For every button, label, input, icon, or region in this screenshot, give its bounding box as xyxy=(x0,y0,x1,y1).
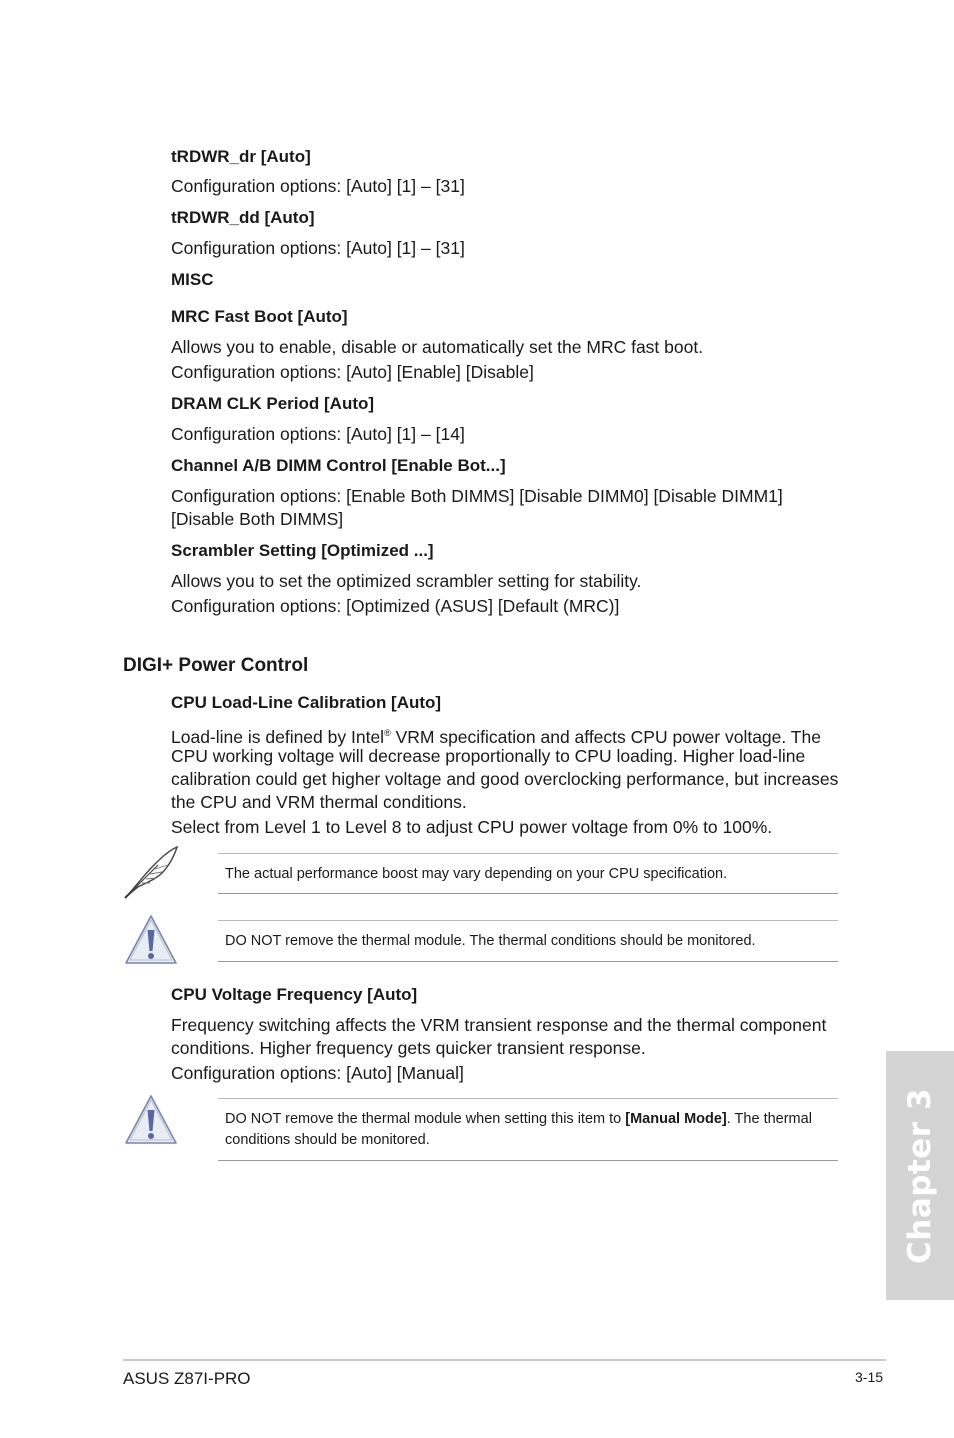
item-title-trdwr-dd: tRDWR_dd [Auto] xyxy=(171,208,315,227)
warning-text-bold: [Manual Mode] xyxy=(625,1111,727,1127)
llc-desc-line-5: Select from Level 1 to Level 8 to adjust CPU power voltage from 0% to 100%. xyxy=(171,817,773,837)
item-title-trdwr-dr: tRDWR_dr [Auto] xyxy=(171,147,311,166)
warning-icon xyxy=(124,913,178,967)
quill-icon xyxy=(122,843,180,901)
warning-box xyxy=(218,920,838,962)
warning-text-line-2: conditions should be monitored. xyxy=(225,1132,430,1148)
warning-text-line-1 xyxy=(225,1109,812,1130)
warning-text-post: . The thermal xyxy=(726,1111,812,1127)
item-title-cpu-voltage-frequency: CPU Voltage Frequency [Auto] xyxy=(171,985,418,1004)
freq-desc-line-1: Frequency switching affects the VRM transient response and the thermal component xyxy=(171,1015,827,1035)
item-options-dram-clk-period: Configuration options: [Auto] [1] – [14] xyxy=(171,424,465,444)
footer-page-number: 3-15 xyxy=(855,1369,884,1385)
item-desc-mrc-fast-boot: Allows you to enable, disable or automatically set the MRC fast boot. xyxy=(171,337,704,357)
item-options-scrambler: Configuration options: [Optimized (ASUS] [Default (MRC)] xyxy=(171,596,620,616)
misc-heading: MISC xyxy=(171,270,214,289)
item-options-mrc-fast-boot: Configuration options: [Auto] [Enable] [Disable] xyxy=(171,362,534,382)
llc-desc-line-2: CPU working voltage will decrease proportionally to CPU loading. Higher load-line xyxy=(171,746,806,766)
item-title-dram-clk-period: DRAM CLK Period [Auto] xyxy=(171,394,375,413)
item-options-trdwr-dr: Configuration options: [Auto] [1] – [31] xyxy=(171,176,465,196)
note-box xyxy=(218,853,838,894)
registered-mark: ® xyxy=(384,728,391,738)
freq-options: Configuration options: [Auto] [Manual] xyxy=(171,1063,464,1083)
warning-box xyxy=(218,1098,838,1161)
footer-divider xyxy=(123,1359,886,1361)
item-options-dimm-control-cont: [Disable Both DIMMS] xyxy=(171,509,344,529)
llc-desc-line-3: calibration could get higher voltage and good overclocking performance, but increases xyxy=(171,769,839,789)
chapter-tab xyxy=(886,1051,954,1300)
chapter-tab-label: Chapter 3 xyxy=(902,1087,938,1264)
warning-text-pre: DO NOT remove the thermal module when setting this item to xyxy=(225,1111,626,1127)
item-title-dimm-control: Channel A/B DIMM Control [Enable Bot...] xyxy=(171,456,506,475)
warning-text: DO NOT remove the thermal module. The thermal conditions should be monitored. xyxy=(225,933,756,949)
item-title-scrambler: Scrambler Setting [Optimized ...] xyxy=(171,541,434,560)
item-title-llc: CPU Load-Line Calibration [Auto] xyxy=(171,693,442,712)
freq-desc-line-2: conditions. Higher frequency gets quicker transient response. xyxy=(171,1038,646,1058)
item-options-dimm-control: Configuration options: [Enable Both DIMMS] [Disable DIMM0] [Disable DIMM1] xyxy=(171,486,783,506)
item-desc-scrambler: Allows you to set the optimized scrambler setting for stability. xyxy=(171,571,642,591)
item-options-trdwr-dd: Configuration options: [Auto] [1] – [31] xyxy=(171,238,465,258)
llc-desc-post: VRM specification and affects CPU power voltage. The xyxy=(390,726,821,747)
llc-desc-line-4: the CPU and VRM thermal conditions. xyxy=(171,792,467,812)
footer-product-name: ASUS Z87I-PRO xyxy=(123,1369,251,1388)
warning-icon xyxy=(124,1093,178,1147)
item-title-mrc-fast-boot: MRC Fast Boot [Auto] xyxy=(171,307,348,326)
note-text: The actual performance boost may vary depending on your CPU specification. xyxy=(225,866,728,882)
llc-desc-pre: Load-line is defined by Intel xyxy=(171,726,385,747)
section-heading-digi: DIGI+ Power Control xyxy=(123,655,309,676)
